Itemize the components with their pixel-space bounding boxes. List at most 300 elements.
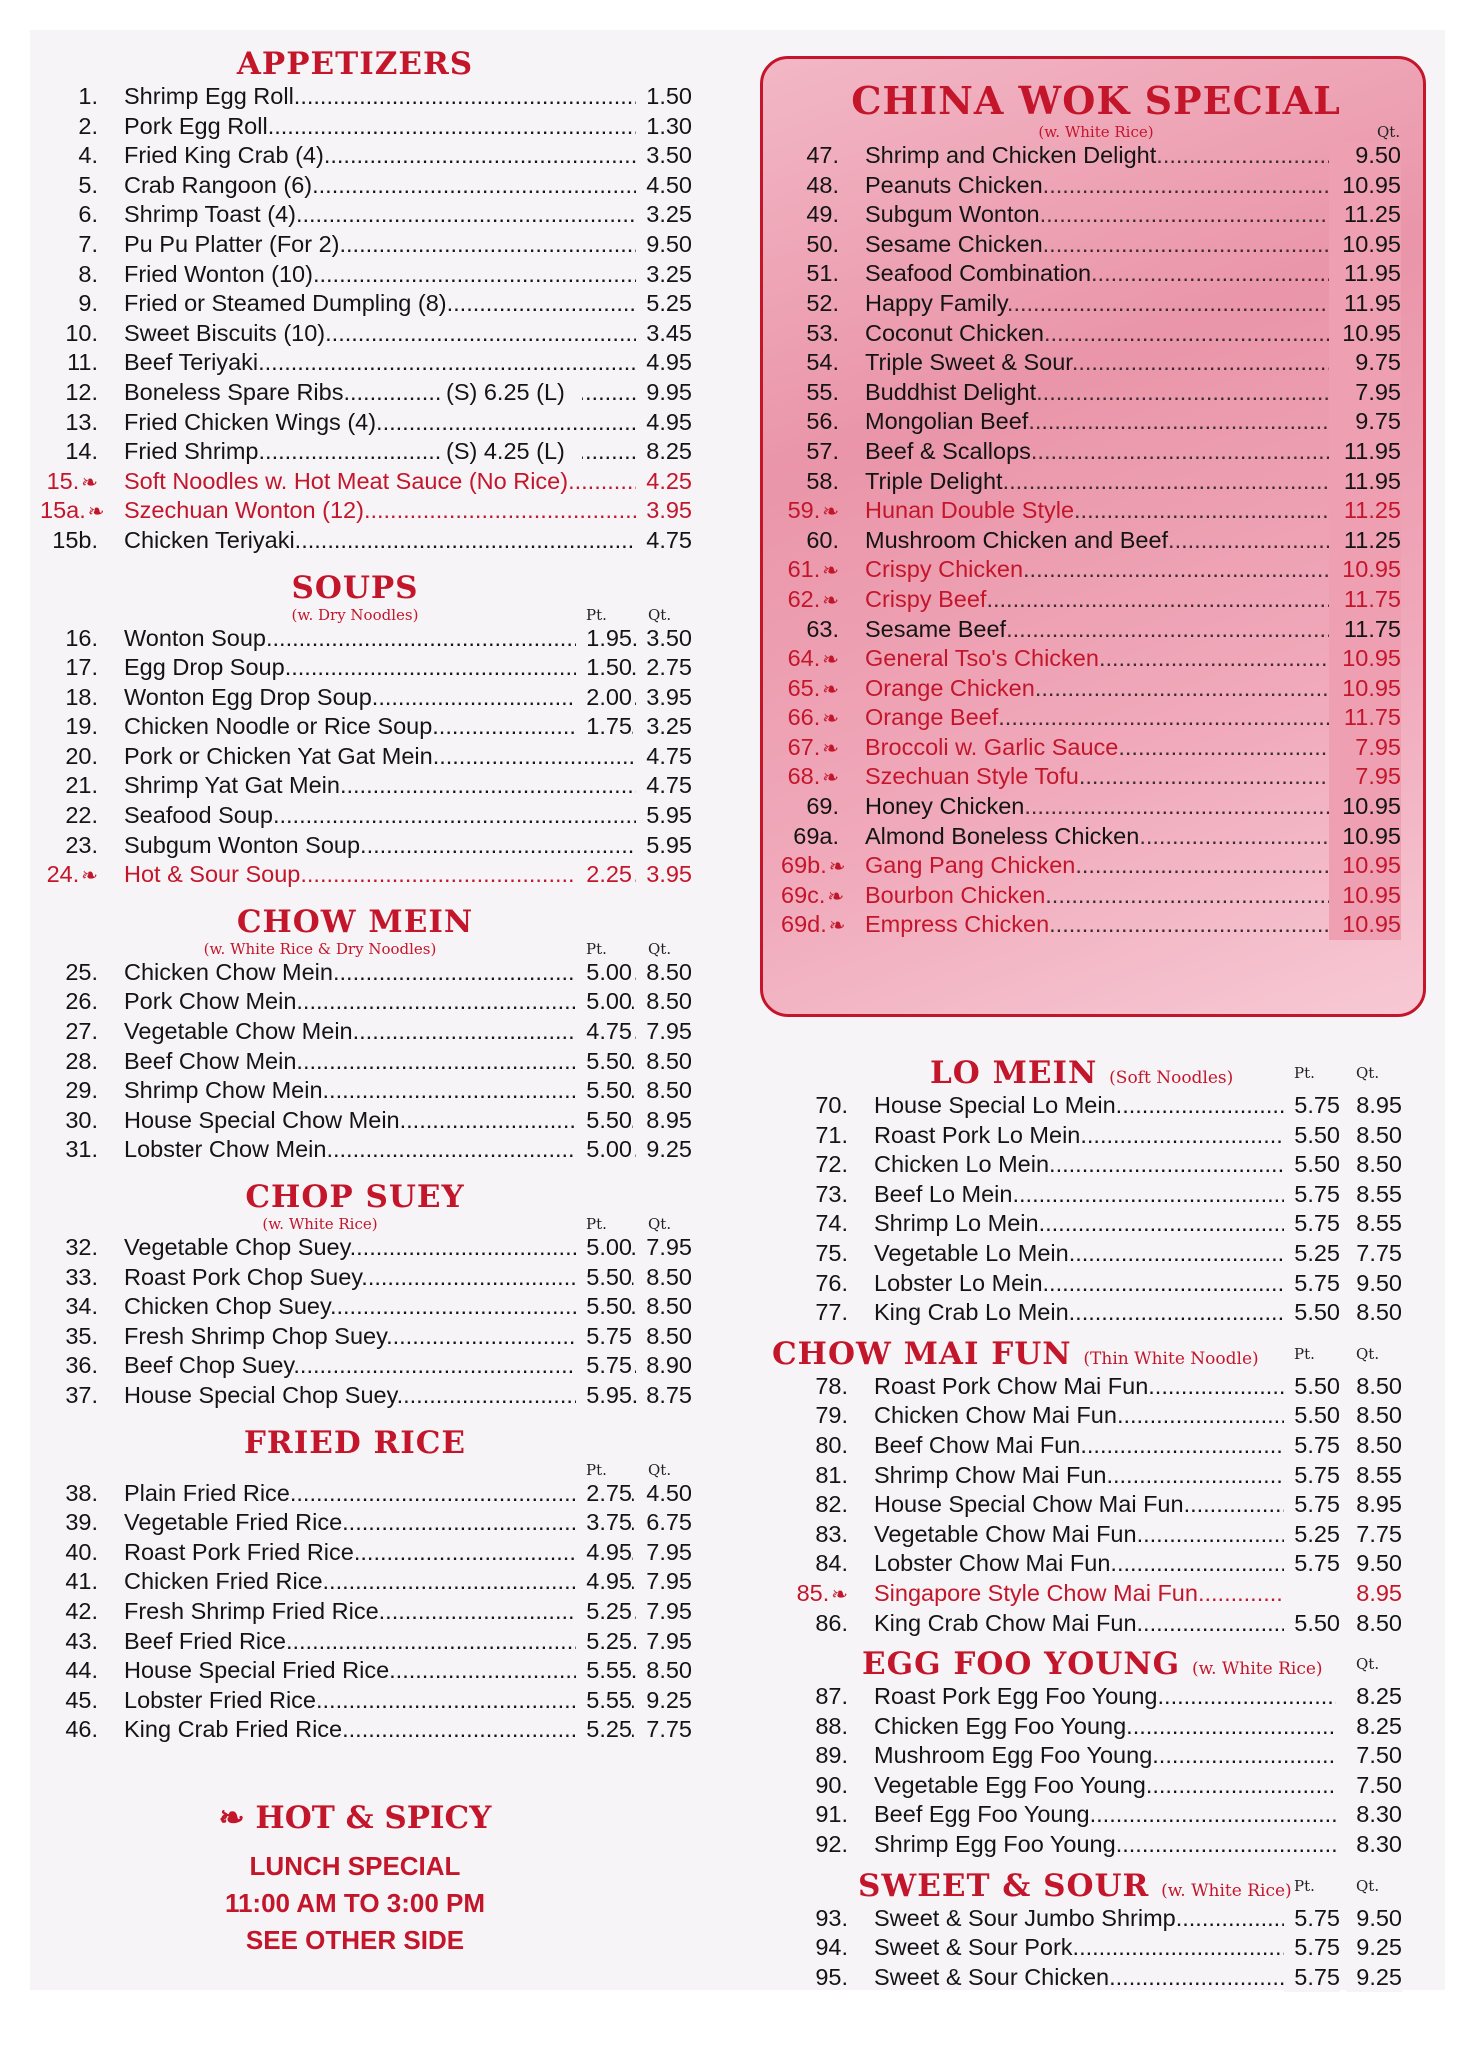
item-name-text: Beef Lo Mein xyxy=(874,1180,1013,1207)
item-number: 15b. xyxy=(52,526,98,553)
item-number: 33. xyxy=(65,1263,98,1290)
item-price-qt: 3.25 xyxy=(636,712,692,742)
item-number: 9. xyxy=(78,290,98,317)
item-number: 52. xyxy=(806,289,839,316)
item-price-qt: 7.50 xyxy=(1336,1741,1402,1771)
item-price-qt: 7.95 xyxy=(1329,733,1401,763)
item-number: 15. ❧ xyxy=(46,467,98,494)
item-price-qt: 9.75 xyxy=(1329,348,1401,378)
item-price-qt: 8.50 xyxy=(1346,1401,1402,1431)
item-price-pt: 5.75 xyxy=(1284,1269,1340,1299)
item-price-pt: 5.75 xyxy=(1284,1431,1340,1461)
item-name xyxy=(874,1520,1284,1550)
menu-item xyxy=(790,1549,1420,1579)
item-price-pt: 5.00 xyxy=(576,987,632,1017)
item-name xyxy=(124,408,649,438)
menu-item xyxy=(781,378,1411,408)
item-name xyxy=(124,1686,649,1716)
item-name xyxy=(865,615,1385,645)
item-price-qt: 7.50 xyxy=(1336,1771,1402,1801)
item-price-qt: 8.50 xyxy=(636,1047,692,1077)
item-price-qt: 11.75 xyxy=(1329,615,1401,645)
item-name xyxy=(874,1579,1284,1609)
item-price-qt: 7.95 xyxy=(636,1627,692,1657)
chop-suey-list xyxy=(40,1233,692,1411)
item-price-pt: 5.75 xyxy=(1284,1180,1340,1210)
chili-pepper-icon: ❧ xyxy=(822,678,839,701)
item-name xyxy=(874,1431,1284,1461)
item-price-qt: 8.50 xyxy=(636,1076,692,1106)
item-number: 6. xyxy=(78,201,98,228)
item-name xyxy=(124,1351,649,1381)
item-name-text: King Crab Fried Rice xyxy=(124,1716,343,1743)
item-name-text: Lobster Fried Rice xyxy=(124,1686,316,1713)
item-number: 44. xyxy=(65,1657,98,1684)
item-name-text: Beef Chop Suey xyxy=(124,1352,294,1379)
item-name-text: Fresh Shrimp Chop Suey xyxy=(124,1322,387,1349)
menu-item xyxy=(40,958,692,988)
item-number: 92. xyxy=(815,1831,848,1858)
item-number: 21. xyxy=(65,772,98,799)
item-price-qt: 8.50 xyxy=(636,1322,692,1352)
item-price: 8.25 xyxy=(636,437,692,467)
menu-item xyxy=(781,822,1411,852)
item-name-text: Fried King Crab (4) xyxy=(124,142,324,169)
menu-item xyxy=(40,742,692,772)
menu-item xyxy=(40,260,692,290)
item-number: 69b. ❧ xyxy=(781,852,846,879)
menu-item xyxy=(40,378,692,408)
menu-item xyxy=(790,1401,1420,1431)
item-number: 24. ❧ xyxy=(46,861,98,888)
item-name xyxy=(124,1263,649,1293)
qt-header: Qt. xyxy=(648,1460,672,1479)
menu-item xyxy=(40,1233,692,1263)
item-price-qt: 10.95 xyxy=(1329,881,1401,911)
menu-item xyxy=(40,987,692,1017)
item-size-prices: (S) 6.25 (L) xyxy=(440,378,582,408)
item-name-text: Gang Pang Chicken xyxy=(865,852,1076,879)
item-name xyxy=(874,1239,1284,1269)
item-price-pt: 5.95 xyxy=(576,1381,632,1411)
item-name xyxy=(865,644,1385,674)
item-name xyxy=(865,585,1385,615)
item-number: 17. xyxy=(65,654,98,681)
item-name xyxy=(124,260,649,290)
item-price-pt: 3.75 xyxy=(576,1508,632,1538)
item-name xyxy=(124,526,649,556)
item-name-text: Hot & Sour Soup xyxy=(124,861,301,888)
chili-pepper-icon: ❧ xyxy=(218,1800,245,1836)
pt-header: Pt. xyxy=(1294,1344,1315,1363)
item-name xyxy=(124,230,649,260)
item-name-text: Chicken Fried Rice xyxy=(124,1568,323,1595)
item-price-pt: 5.50 xyxy=(1284,1298,1340,1328)
item-number: 8. xyxy=(78,260,98,287)
menu-item xyxy=(781,437,1411,467)
item-price-qt: 9.75 xyxy=(1329,407,1401,437)
item-name xyxy=(874,1298,1284,1328)
item-name-text: Peanuts Chicken xyxy=(865,171,1043,198)
item-name xyxy=(124,653,649,683)
item-number: 13. xyxy=(65,408,98,435)
item-name xyxy=(874,1209,1284,1239)
item-name xyxy=(865,200,1385,230)
chili-pepper-icon: ❧ xyxy=(822,767,839,790)
menu-item xyxy=(781,171,1411,201)
item-price-qt: 10.95 xyxy=(1329,822,1401,852)
item-price-pt: 5.00 xyxy=(576,1135,632,1165)
lunch-hours-line: 11:00 AM TO 3:00 PM xyxy=(224,1888,486,1918)
item-number: 72. xyxy=(815,1151,848,1178)
item-name xyxy=(874,1712,1394,1742)
item-name-text: Empress Chicken xyxy=(865,911,1050,938)
item-name xyxy=(124,712,649,742)
lo-mein-title: LO MEIN (Soft Noodles) xyxy=(930,1055,1234,1091)
item-number: 91. xyxy=(815,1801,848,1828)
item-price-qt: 7.95 xyxy=(636,1233,692,1263)
qt-header: Qt. xyxy=(648,605,672,624)
item-price-pt: 5.75 xyxy=(1284,1490,1340,1520)
item-number: 83. xyxy=(815,1520,848,1547)
item-price-pt: 4.75 xyxy=(576,1017,632,1047)
item-price: 4.75 xyxy=(636,526,692,556)
item-name xyxy=(124,1656,649,1686)
menu-item xyxy=(40,683,692,713)
chili-pepper-icon: ❧ xyxy=(828,856,846,879)
item-name xyxy=(124,200,649,230)
item-price-qt: 10.95 xyxy=(1329,319,1401,349)
item-price-qt: 9.50 xyxy=(1329,141,1401,171)
item-price-pt: 5.50 xyxy=(576,1076,632,1106)
menu-item xyxy=(781,496,1411,526)
item-name-text: Shrimp Yat Gat Mein xyxy=(124,772,340,799)
menu-item xyxy=(790,1150,1420,1180)
item-number: 51. xyxy=(806,260,839,287)
item-number: 75. xyxy=(815,1239,848,1266)
item-price-qt: 8.50 xyxy=(1346,1609,1402,1639)
menu-item xyxy=(40,1715,692,1745)
special-colhead xyxy=(781,123,1411,141)
item-name xyxy=(874,1091,1284,1121)
item-name xyxy=(124,289,649,319)
item-name-text: Fried Shrimp xyxy=(124,438,259,465)
menu-item xyxy=(790,1269,1420,1299)
chili-pepper-icon: ❧ xyxy=(822,560,839,583)
fried-rice-colhead xyxy=(40,1461,670,1479)
chili-pepper-icon: ❧ xyxy=(828,915,846,938)
item-number: 23. xyxy=(65,831,98,858)
item-name-text: Sesame Beef xyxy=(865,615,1007,642)
item-price-qt: 8.50 xyxy=(1346,1431,1402,1461)
menu-item xyxy=(781,792,1411,822)
item-name xyxy=(865,762,1385,792)
item-name xyxy=(124,624,649,654)
item-price: 1.30 xyxy=(636,112,692,142)
item-price: 4.50 xyxy=(636,171,692,201)
menu-item xyxy=(790,1490,1420,1520)
item-price: 1.50 xyxy=(636,82,692,112)
item-name-text: Boneless Spare Ribs xyxy=(124,378,344,405)
item-price-qt: 11.95 xyxy=(1329,437,1401,467)
item-price-qt: 9.25 xyxy=(1346,1963,1402,1993)
item-price-qt: 7.95 xyxy=(1329,762,1401,792)
item-price-qt: 11.95 xyxy=(1329,259,1401,289)
menu-item xyxy=(781,585,1411,615)
item-price: 5.25 xyxy=(636,289,692,319)
pt-header: Pt. xyxy=(1294,1064,1315,1082)
item-name-text: Chicken Chow Mai Fun xyxy=(874,1402,1117,1429)
item-name-text: Chicken Teriyaki xyxy=(124,526,295,553)
item-price-qt: 11.75 xyxy=(1329,585,1401,615)
item-price-pt: 5.25 xyxy=(576,1627,632,1657)
item-number: 56. xyxy=(806,408,839,435)
item-name xyxy=(124,958,649,988)
item-name xyxy=(874,1121,1284,1151)
item-number: 76. xyxy=(815,1269,848,1296)
qt-header: Qt. xyxy=(1356,1876,1380,1895)
item-price-pt: 2.25 xyxy=(576,860,632,890)
item-name xyxy=(124,1135,649,1165)
item-number: 2. xyxy=(78,112,98,139)
item-price-qt: 8.55 xyxy=(1346,1209,1402,1239)
item-number: 48. xyxy=(806,171,839,198)
menu-item xyxy=(790,1800,1420,1830)
item-name-text: Coconut Chicken xyxy=(865,319,1044,346)
item-name-text: Beef Egg Foo Young xyxy=(874,1801,1090,1828)
item-name xyxy=(124,1538,649,1568)
menu-item xyxy=(40,437,692,467)
item-name-text: Almond Boneless Chicken xyxy=(865,822,1140,849)
item-price-qt: 4.50 xyxy=(636,1479,692,1509)
item-price-qt: 10.95 xyxy=(1329,792,1401,822)
item-number: 60. xyxy=(806,526,839,553)
item-price-pt: 5.25 xyxy=(576,1715,632,1745)
item-price-qt: 11.25 xyxy=(1329,496,1401,526)
item-name xyxy=(874,1150,1284,1180)
item-price-pt: 5.50 xyxy=(1284,1401,1340,1431)
item-name xyxy=(124,987,649,1017)
item-price-qt: 8.25 xyxy=(1336,1682,1402,1712)
item-name-text: Vegetable Lo Mein xyxy=(874,1239,1069,1266)
item-name-text: Fried or Steamed Dumpling (8) xyxy=(124,290,447,317)
item-name xyxy=(865,171,1385,201)
item-number: 77. xyxy=(815,1299,848,1326)
item-number: 31. xyxy=(65,1136,98,1163)
item-name xyxy=(124,1508,649,1538)
item-name-text: Vegetable Chow Mai Fun xyxy=(874,1520,1137,1547)
item-price-pt: 5.55 xyxy=(576,1656,632,1686)
item-price-qt: 10.95 xyxy=(1329,171,1401,201)
item-name-text: Wonton Egg Drop Soup xyxy=(124,683,372,710)
menu-item xyxy=(781,615,1411,645)
item-name xyxy=(124,860,649,890)
sweet-sour-header xyxy=(790,1868,1420,1904)
item-price: 9.95 xyxy=(636,378,692,408)
menu-item xyxy=(40,1381,692,1411)
menu-item xyxy=(40,1106,692,1136)
item-number: 16. xyxy=(65,624,98,651)
item-name-text: Shrimp and Chicken Delight xyxy=(865,142,1157,168)
item-name xyxy=(124,1076,649,1106)
menu-item xyxy=(40,112,692,142)
item-price-qt: 11.25 xyxy=(1329,526,1401,556)
item-number: 15a. ❧ xyxy=(40,497,105,524)
item-price-qt: 10.95 xyxy=(1329,910,1401,940)
chili-pepper-icon: ❧ xyxy=(827,885,845,908)
item-name xyxy=(865,526,1385,556)
item-number: 63. xyxy=(806,615,839,642)
item-name xyxy=(124,1381,649,1411)
menu-item xyxy=(781,526,1411,556)
item-price-qt: 3.95 xyxy=(636,860,692,890)
item-name-text: Vegetable Chop Suey xyxy=(124,1234,350,1260)
chow-mai-fun-title: CHOW MAI FUN (Thin White Noodle) xyxy=(772,1335,1259,1372)
item-name-text: Seafood Combination xyxy=(865,260,1092,287)
item-price-qt: 11.25 xyxy=(1329,200,1401,230)
item-number: 86. xyxy=(815,1609,848,1636)
item-number: 49. xyxy=(806,201,839,228)
menu-item xyxy=(790,1933,1420,1963)
chili-pepper-icon: ❧ xyxy=(822,737,839,760)
menu-item xyxy=(790,1091,1420,1121)
menu-item xyxy=(40,712,692,742)
item-price-pt: 5.50 xyxy=(1284,1150,1340,1180)
item-number: 40. xyxy=(65,1538,98,1565)
item-price-qt: 8.30 xyxy=(1336,1830,1402,1860)
chow-mein-colhead xyxy=(40,940,670,958)
item-price-pt: 5.50 xyxy=(576,1292,632,1322)
menu-item xyxy=(781,259,1411,289)
item-price-qt: 7.75 xyxy=(1346,1239,1402,1269)
menu-item xyxy=(40,408,692,438)
left-column xyxy=(40,46,692,1745)
item-price-pt: 5.50 xyxy=(576,1263,632,1293)
item-name-text: Beef Fried Rice xyxy=(124,1627,286,1654)
item-name-text: Crispy Chicken xyxy=(865,556,1024,583)
item-name-text: Plain Fried Rice xyxy=(124,1479,290,1506)
item-price: 4.95 xyxy=(636,348,692,378)
menu-item xyxy=(40,1047,692,1077)
item-number: 88. xyxy=(815,1712,848,1739)
menu-item xyxy=(790,1609,1420,1639)
item-name xyxy=(865,467,1385,497)
item-number: 41. xyxy=(65,1568,98,1595)
item-price-pt: 4.95 xyxy=(576,1567,632,1597)
item-price-qt: 7.95 xyxy=(636,1538,692,1568)
item-name-text: Sweet & Sour Jumbo Shrimp xyxy=(874,1904,1176,1931)
menu-item xyxy=(781,319,1411,349)
item-price-pt: 5.75 xyxy=(576,1351,632,1381)
pt-header: Pt. xyxy=(1294,1876,1315,1895)
item-number: 66. ❧ xyxy=(787,704,839,731)
item-name xyxy=(874,1741,1394,1771)
menu-item xyxy=(40,1656,692,1686)
item-name xyxy=(874,1490,1284,1520)
item-price-pt: 1.95 xyxy=(576,624,632,654)
item-name xyxy=(124,496,649,526)
item-number: 69c. ❧ xyxy=(781,881,845,908)
fried-rice-title: FRIED RICE xyxy=(243,1424,467,1461)
item-name-text: Roast Pork Fried Rice xyxy=(124,1538,354,1565)
item-number: 90. xyxy=(815,1771,848,1798)
item-name xyxy=(874,1461,1284,1491)
china-wok-special-title: CHINA WOK SPECIAL xyxy=(851,78,1341,123)
item-name xyxy=(124,1479,649,1509)
item-name xyxy=(874,1682,1394,1712)
menu-item xyxy=(40,1076,692,1106)
item-name xyxy=(865,851,1385,881)
item-name-text: Singapore Style Chow Mai Fun xyxy=(874,1579,1198,1606)
item-number: 57. xyxy=(806,437,839,464)
item-price-qt: 4.75 xyxy=(636,771,692,801)
item-number: 46. xyxy=(65,1716,98,1743)
menu-item xyxy=(790,1180,1420,1210)
item-price: 4.95 xyxy=(636,408,692,438)
item-name-text: Shrimp Egg Roll xyxy=(124,83,294,109)
item-price-qt: 3.50 xyxy=(636,624,692,654)
item-number: 93. xyxy=(815,1904,848,1931)
pt-header: Pt. xyxy=(586,1215,607,1233)
item-name-text: Szechuan Style Tofu xyxy=(865,763,1079,790)
qt-header: Qt. xyxy=(1356,1344,1380,1363)
item-price: 3.95 xyxy=(636,496,692,526)
item-name xyxy=(874,1180,1284,1210)
menu-item xyxy=(781,881,1411,911)
item-name-text: Sweet & Sour Pork xyxy=(874,1934,1073,1961)
item-size-prices: (S) 4.25 (L) xyxy=(440,437,582,467)
menu-item xyxy=(40,831,692,861)
item-number: 5. xyxy=(78,171,98,198)
menu-item xyxy=(781,703,1411,733)
item-number: 69. xyxy=(806,793,839,820)
item-name xyxy=(865,378,1385,408)
item-name xyxy=(865,703,1385,733)
item-name-text: King Crab Lo Mein xyxy=(874,1299,1069,1326)
item-number: 10. xyxy=(65,319,98,346)
menu-item xyxy=(781,407,1411,437)
item-price-pt: 5.50 xyxy=(576,1047,632,1077)
item-price-qt: 8.50 xyxy=(1346,1121,1402,1151)
item-number: 29. xyxy=(65,1077,98,1104)
item-number: 37. xyxy=(65,1381,98,1408)
item-name xyxy=(124,1567,649,1597)
item-name-text: Chicken Chop Suey xyxy=(124,1293,330,1320)
item-name-text: Triple Sweet & Sour xyxy=(865,349,1072,376)
item-name xyxy=(874,1549,1284,1579)
item-price-qt: 8.50 xyxy=(636,958,692,988)
item-name-text: Soft Noodles w. Hot Meat Sauce (No Rice) xyxy=(124,467,569,494)
item-price-pt: 5.00 xyxy=(576,958,632,988)
item-price-pt: 2.00 xyxy=(576,683,632,713)
menu-item xyxy=(40,141,692,171)
item-number: 11. xyxy=(67,349,98,376)
menu-item xyxy=(781,644,1411,674)
menu-item xyxy=(781,348,1411,378)
menu-item xyxy=(790,1461,1420,1491)
item-number: 32. xyxy=(65,1234,98,1260)
item-price-qt: 10.95 xyxy=(1329,555,1401,585)
item-price-qt: 8.55 xyxy=(1346,1461,1402,1491)
item-name xyxy=(874,1372,1284,1402)
item-price-qt: 2.75 xyxy=(636,653,692,683)
item-name-text: Fresh Shrimp Fried Rice xyxy=(124,1597,379,1624)
item-name xyxy=(124,467,649,497)
menu-item xyxy=(790,1904,1420,1934)
item-number: 58. xyxy=(806,467,839,494)
item-number: 61. ❧ xyxy=(787,556,839,583)
item-price-pt: 5.75 xyxy=(1284,1091,1340,1121)
